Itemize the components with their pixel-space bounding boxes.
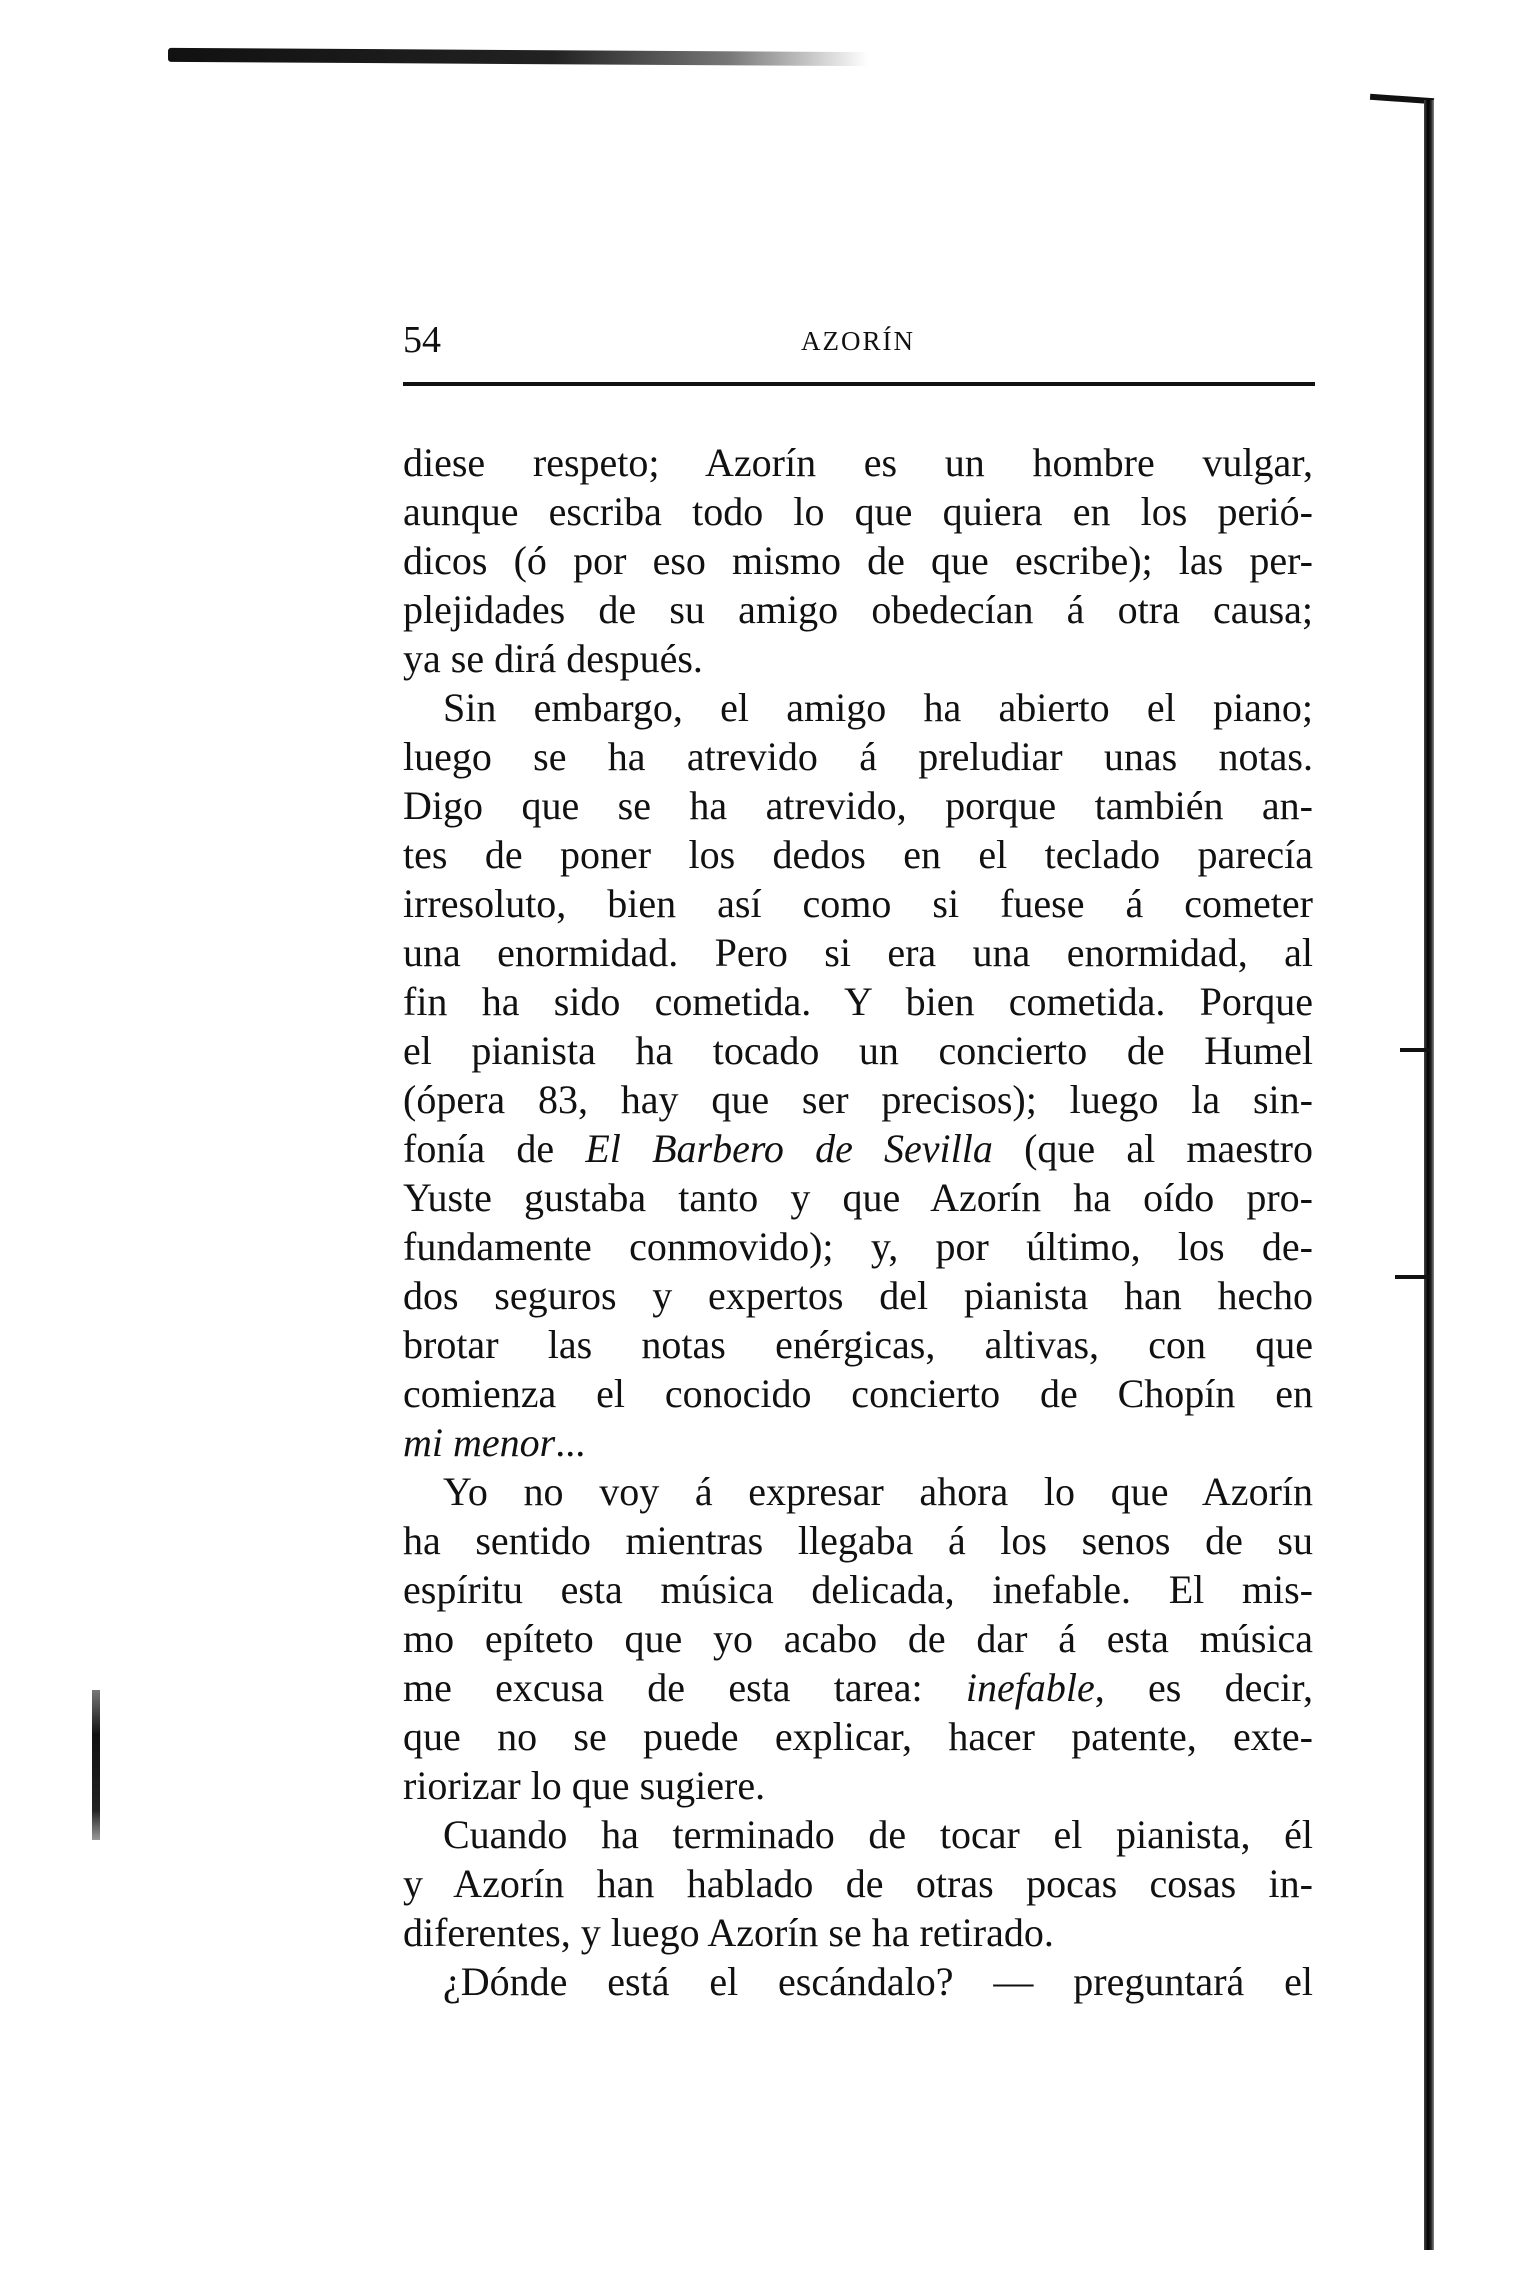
text-line	[403, 1859, 1313, 1908]
page-number: 54	[403, 319, 441, 361]
scan-edge-tick	[1395, 1275, 1430, 1279]
text-segment: espíritu esta música delicada, inefable. El mis-	[403, 1567, 1313, 1612]
text-segment: ...	[555, 1420, 586, 1465]
text-segment: irresoluto, bien así como si fuese á cometer	[403, 881, 1313, 926]
text-line	[403, 487, 1313, 536]
text-segment: Yo no voy á expresar ahora lo que Azorín	[443, 1469, 1313, 1514]
text-segment: fundamente conmovido); y, por último, los de-	[403, 1224, 1313, 1269]
text-segment: Cuando ha terminado de tocar el pianista, él	[443, 1812, 1313, 1857]
text-segment: , es decir,	[1094, 1665, 1313, 1710]
text-segment: ¿Dónde está el escándalo? — preguntará el	[443, 1959, 1313, 2004]
text-line	[403, 1614, 1313, 1663]
text-line	[403, 1761, 1313, 1810]
text-segment: (ópera 83, hay que ser precisos); luego la sin-	[403, 1077, 1313, 1122]
text-line	[403, 1369, 1313, 1418]
text-line	[403, 1908, 1313, 1957]
text-segment: fonía de	[403, 1126, 586, 1171]
text-segment: dicos (ó por eso mismo de que escribe); las per-	[403, 538, 1313, 583]
text-line	[403, 1418, 1313, 1467]
page-header	[403, 318, 1313, 368]
scan-edge-tick	[1400, 1048, 1430, 1052]
text-line	[403, 1565, 1313, 1614]
text-segment: luego se ha atrevido á preludiar unas notas.	[403, 734, 1313, 779]
text-line	[403, 1957, 1313, 2006]
header-rule	[403, 382, 1315, 386]
text-line	[403, 977, 1313, 1026]
text-line	[403, 1320, 1313, 1369]
text-segment: riorizar lo que sugiere.	[403, 1763, 766, 1808]
text-segment: plejidades de su amigo obedecían á otra causa;	[403, 587, 1313, 632]
text-segment: que no se puede explicar, hacer patente, exte-	[403, 1714, 1313, 1759]
text-line	[403, 879, 1313, 928]
italic-text: inefable	[965, 1665, 1095, 1710]
body-text	[403, 438, 1313, 2006]
text-line	[403, 1124, 1313, 1173]
text-line	[403, 1516, 1313, 1565]
text-line	[403, 1663, 1313, 1712]
text-segment: (que al maestro	[992, 1126, 1313, 1171]
text-line	[403, 585, 1313, 634]
text-segment: ha sentido mientras llegaba á los senos de su	[403, 1518, 1313, 1563]
text-segment: brotar las notas enérgicas, altivas, con que	[403, 1322, 1313, 1367]
text-line	[403, 1271, 1313, 1320]
text-line	[403, 438, 1313, 487]
text-line	[403, 1810, 1313, 1859]
scan-top-streak	[168, 48, 868, 66]
text-line	[403, 928, 1313, 977]
text-line	[403, 830, 1313, 879]
text-segment: y Azorín han hablado de otras pocas cosas in-	[403, 1861, 1313, 1906]
text-line	[403, 1712, 1313, 1761]
text-segment: Sin embargo, el amigo ha abierto el piano;	[443, 685, 1313, 730]
text-line	[403, 1173, 1313, 1222]
text-segment: dos seguros y expertos del pianista han hecho	[403, 1273, 1313, 1318]
text-line	[403, 1075, 1313, 1124]
italic-text: El Barbero de Sevilla	[585, 1126, 993, 1171]
italic-text: mi menor	[403, 1420, 556, 1465]
text-segment: fin ha sido cometida. Y bien cometida. Porque	[403, 979, 1313, 1024]
scan-left-mark	[92, 1690, 100, 1840]
text-line	[403, 536, 1313, 585]
text-segment: diferentes, y luego Azorín se ha retirado.	[403, 1910, 1054, 1955]
text-segment: aunque escriba todo lo que quiera en los perió-	[403, 489, 1313, 534]
text-segment: diese respeto; Azorín es un hombre vulgar,	[403, 440, 1313, 485]
text-line	[403, 683, 1313, 732]
text-segment: tes de poner los dedos en el teclado parecía	[403, 832, 1313, 877]
text-line	[403, 634, 1313, 683]
text-segment: el pianista ha tocado un concierto de Humel	[403, 1028, 1313, 1073]
text-segment: Yuste gustaba tanto y que Azorín ha oído pro-	[403, 1175, 1313, 1220]
scan-right-edge	[1424, 100, 1434, 2250]
text-line	[403, 1467, 1313, 1516]
text-segment: comienza el conocido concierto de Chopín en	[403, 1371, 1313, 1416]
text-segment: mo epíteto que yo acabo de dar á esta música	[403, 1616, 1313, 1661]
text-line	[403, 732, 1313, 781]
text-segment: ya se dirá después.	[403, 636, 703, 681]
text-segment: me excusa de esta tarea:	[403, 1665, 966, 1710]
running-title: AZORÍN	[801, 326, 915, 356]
text-line	[403, 1026, 1313, 1075]
text-line	[403, 781, 1313, 830]
text-segment: Digo que se ha atrevido, porque también an-	[403, 783, 1313, 828]
text-line	[403, 1222, 1313, 1271]
text-segment: una enormidad. Pero si era una enormidad, al	[403, 930, 1313, 975]
